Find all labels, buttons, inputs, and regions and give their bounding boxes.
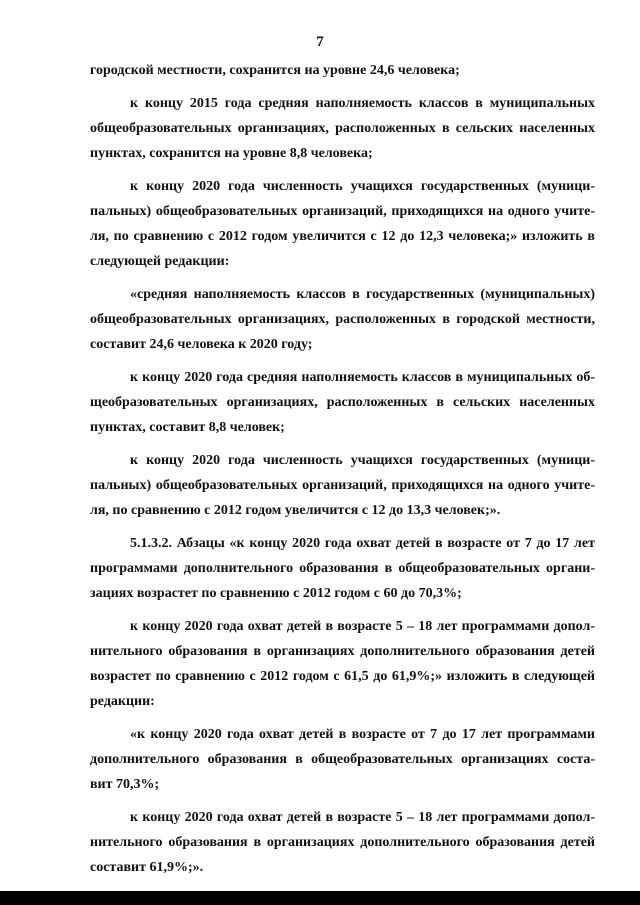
paragraph-line: 5.1.3.2. Абзацы «к концу 2020 года охват детей в возрасте от 7 до 17 лет bbox=[130, 536, 595, 551]
paragraph-line: общеобразовательных организациях, расположенных в городской местности, bbox=[90, 312, 595, 327]
paragraph bbox=[90, 805, 595, 880]
paragraph bbox=[90, 531, 595, 606]
paragraph-line: ля, по сравнению с 2012 годом увеличится с 12 до 12,3 человека;» изложить в bbox=[90, 229, 595, 244]
paragraph-line: ля, по сравнению с 2012 годом увеличится с 12 до 13,3 человек;». bbox=[90, 503, 501, 518]
paragraph-line: «к концу 2020 года охват детей в возрасте от 7 до 17 лет программами bbox=[130, 727, 595, 742]
paragraph-line: «средняя наполняемость классов в государственных (муниципальных) bbox=[130, 287, 595, 302]
paragraph bbox=[90, 448, 595, 523]
paragraph-line: вит 70,3%; bbox=[90, 777, 160, 792]
paragraph bbox=[90, 614, 595, 714]
paragraph-line: дополнительного образования в общеобразовательных организациях соста- bbox=[90, 752, 595, 767]
paragraph-line: составит 24,6 человека к 2020 году; bbox=[90, 337, 313, 352]
paragraph-line: редакции: bbox=[90, 694, 155, 709]
paragraph-line: к концу 2015 года средняя наполняемость классов в муниципальных bbox=[130, 96, 595, 111]
paragraph-line: составит 61,9%;». bbox=[90, 860, 204, 875]
paragraph-line: возрастет по сравнению с 2012 годом с 61,5 до 61,9%;» изложить в следующей bbox=[90, 669, 595, 684]
paragraph-line: зациях возрастет по сравнению с 2012 годом с 60 до 70,3%; bbox=[90, 586, 462, 601]
paragraph-line: программами дополнительного образования в общеобразовательных органи- bbox=[90, 561, 595, 576]
paragraph bbox=[90, 174, 595, 274]
paragraph-line: к концу 2020 года численность учащихся государственных (муници- bbox=[130, 179, 595, 194]
page-number: 7 bbox=[316, 34, 324, 50]
scan-bottom-border bbox=[0, 891, 640, 905]
paragraph-line: к концу 2020 года средняя наполняемость классов в муниципальных об- bbox=[130, 370, 595, 385]
paragraph-line: пунктах, составит 8,8 человек; bbox=[90, 420, 285, 435]
paragraph-line: следующей редакции: bbox=[90, 254, 230, 269]
paragraph-line: пальных) общеобразовательных организаций, приходящихся на одного учите- bbox=[90, 478, 595, 493]
paragraph-line: общеобразовательных организациях, расположенных в сельских населенных bbox=[90, 121, 595, 136]
paragraph bbox=[90, 722, 595, 797]
paragraph-line: нительного образования в организациях дополнительного образования детей bbox=[90, 644, 595, 659]
paragraph-line: нительного образования в организациях дополнительного образования детей bbox=[90, 835, 595, 850]
paragraph-line: городской местности, сохранится на уровне 24,6 человека; bbox=[90, 63, 460, 78]
paragraph bbox=[90, 282, 595, 357]
paragraph bbox=[90, 91, 595, 166]
paragraph-line: к концу 2020 года численность учащихся государственных (муници- bbox=[130, 453, 595, 468]
paragraph bbox=[90, 365, 595, 440]
paragraph-line: пальных) общеобразовательных организаций, приходящихся на одного учите- bbox=[90, 204, 595, 219]
document-body bbox=[90, 58, 595, 888]
paragraph bbox=[90, 58, 595, 83]
paragraph-line: к концу 2020 года охват детей в возрасте 5 – 18 лет программами допол- bbox=[130, 619, 595, 634]
paragraph-line: пунктах, сохранится на уровне 8,8 человека; bbox=[90, 146, 373, 161]
paragraph-line: щеобразовательных организациях, расположенных в сельских населенных bbox=[90, 395, 595, 410]
paragraph-line: к концу 2020 года охват детей в возрасте 5 – 18 лет программами допол- bbox=[130, 810, 595, 825]
